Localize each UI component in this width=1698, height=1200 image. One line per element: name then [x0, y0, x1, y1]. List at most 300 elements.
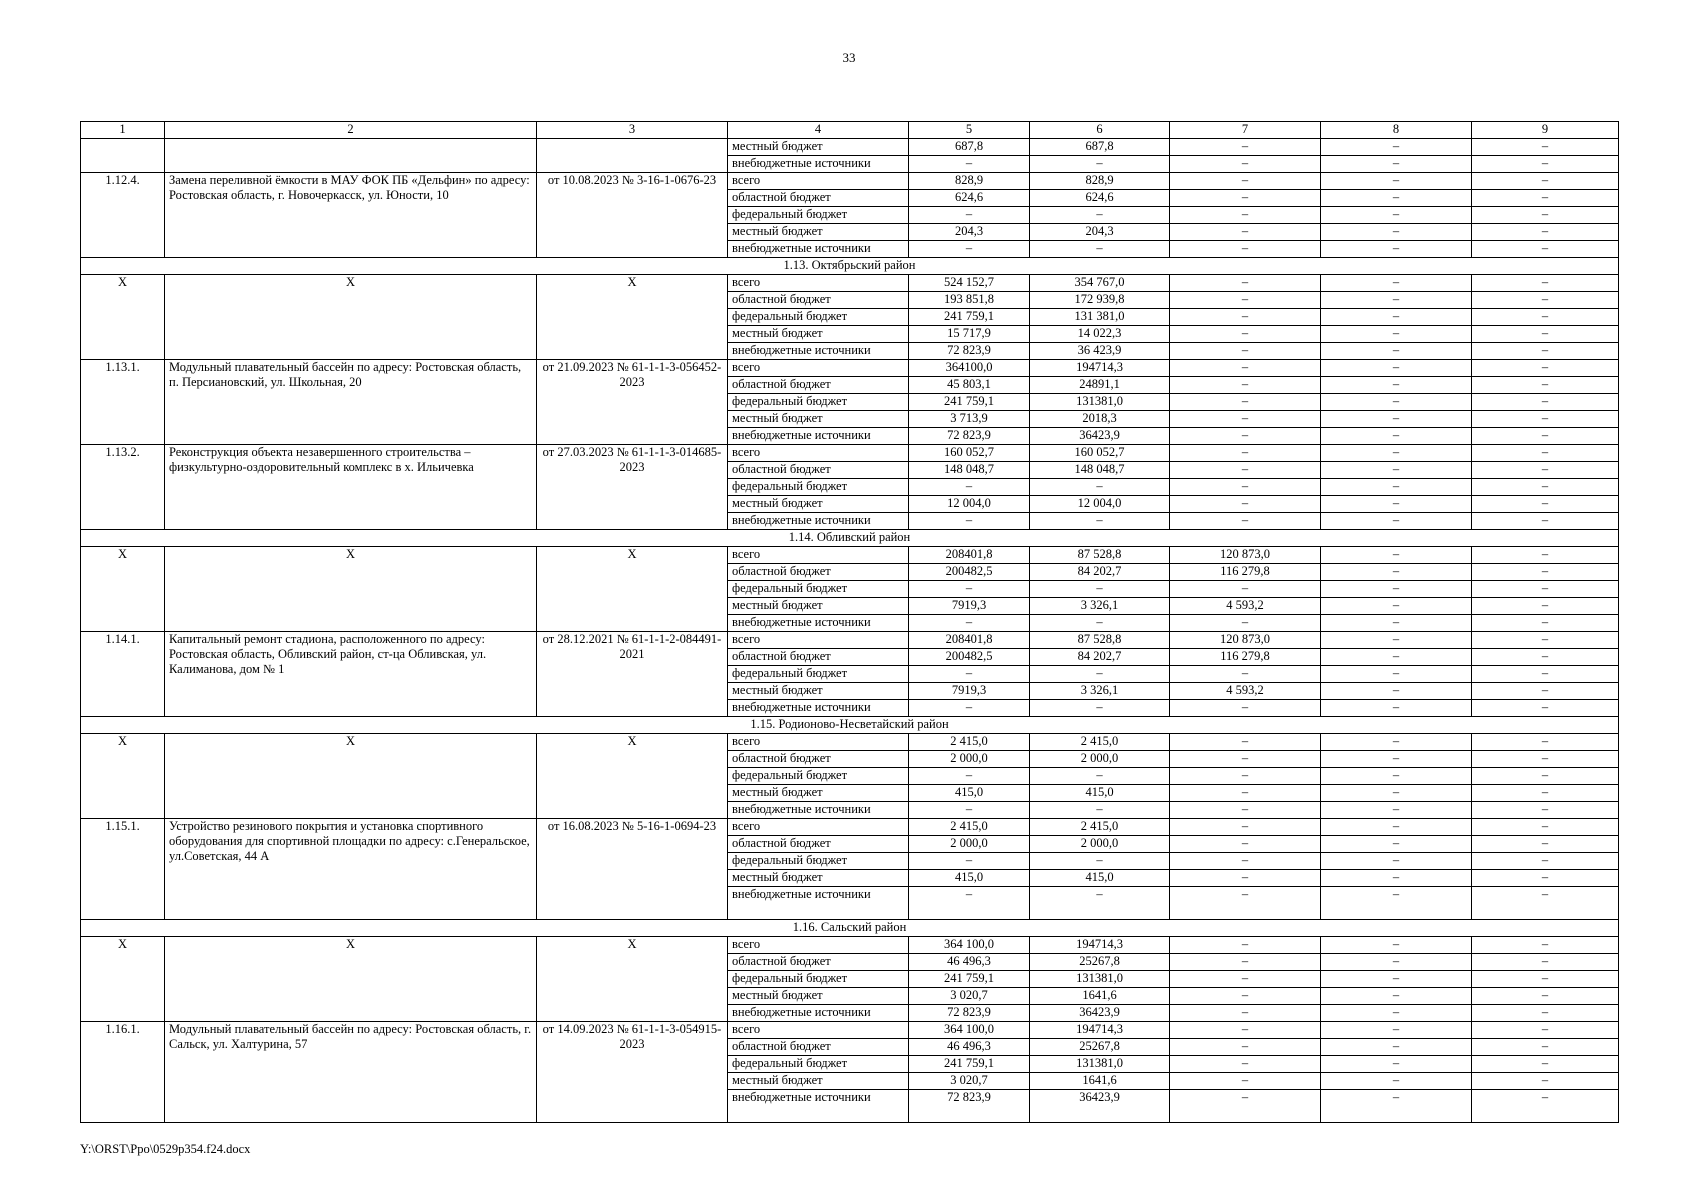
value-cell-col8: – — [1321, 207, 1472, 224]
value-cell-col6: 131381,0 — [1030, 394, 1170, 411]
value-cell-col7: – — [1170, 615, 1321, 632]
value-cell-col7: – — [1170, 173, 1321, 190]
funding-source: местный бюджет — [728, 1073, 909, 1090]
value-cell-col5: 200482,5 — [909, 564, 1030, 581]
funding-source: внебюджетные источники — [728, 513, 909, 530]
value-cell-col7: – — [1170, 156, 1321, 173]
item-name: Х — [165, 937, 537, 1022]
value-cell-col5: – — [909, 207, 1030, 224]
value-cell-col5: 241 759,1 — [909, 971, 1030, 988]
item-name: Модульный плавательный бассейн по адресу: Ростовская область, г. Сальск, ул. Халтурина, 57 — [165, 1022, 537, 1123]
value-cell-col9: – — [1472, 700, 1619, 717]
value-cell-col9: – — [1472, 224, 1619, 241]
item-number: Х — [81, 547, 165, 632]
value-cell-col9: – — [1472, 309, 1619, 326]
value-cell-col8: – — [1321, 360, 1472, 377]
value-cell-col6: 131 381,0 — [1030, 309, 1170, 326]
value-cell-col8: – — [1321, 1039, 1472, 1056]
funding-source: внебюджетные источники — [728, 156, 909, 173]
funding-source: федеральный бюджет — [728, 1056, 909, 1073]
value-cell-col5: – — [909, 581, 1030, 598]
funding-source: всего — [728, 360, 909, 377]
value-cell-col8: – — [1321, 954, 1472, 971]
funding-source: внебюджетные источники — [728, 887, 909, 920]
value-cell-col5: – — [909, 887, 1030, 920]
value-cell-col8: – — [1321, 547, 1472, 564]
col-header-8: 8 — [1321, 122, 1472, 139]
value-cell-col9: – — [1472, 394, 1619, 411]
value-cell-col8: – — [1321, 377, 1472, 394]
table-row — [81, 173, 1619, 190]
value-cell-col9: – — [1472, 1022, 1619, 1039]
value-cell-col9: – — [1472, 683, 1619, 700]
section-title: 1.15. Родионово-Несветайский район — [81, 717, 1619, 734]
value-cell-col8: – — [1321, 768, 1472, 785]
value-cell-col7: – — [1170, 411, 1321, 428]
col-header-9: 9 — [1472, 122, 1619, 139]
value-cell-col7: – — [1170, 1039, 1321, 1056]
value-cell-col5: 241 759,1 — [909, 309, 1030, 326]
item-document: от 27.03.2023 № 61-1-1-3-014685-2023 — [537, 445, 728, 530]
item-document — [537, 139, 728, 173]
item-name — [165, 139, 537, 173]
value-cell-col5: 624,6 — [909, 190, 1030, 207]
value-cell-col9: – — [1472, 887, 1619, 920]
value-cell-col5: – — [909, 700, 1030, 717]
value-cell-col7: 120 873,0 — [1170, 632, 1321, 649]
value-cell-col8: – — [1321, 462, 1472, 479]
funding-source: местный бюджет — [728, 683, 909, 700]
value-cell-col5: 72 823,9 — [909, 1005, 1030, 1022]
value-cell-col8: – — [1321, 700, 1472, 717]
value-cell-col8: – — [1321, 751, 1472, 768]
funding-source: местный бюджет — [728, 870, 909, 887]
value-cell-col5: – — [909, 513, 1030, 530]
value-cell-col6: 2 000,0 — [1030, 836, 1170, 853]
value-cell-col7: – — [1170, 700, 1321, 717]
value-cell-col6: 160 052,7 — [1030, 445, 1170, 462]
funding-source: местный бюджет — [728, 988, 909, 1005]
col-header-5: 5 — [909, 122, 1030, 139]
col-header-7: 7 — [1170, 122, 1321, 139]
funding-source: федеральный бюджет — [728, 207, 909, 224]
value-cell-col6: – — [1030, 887, 1170, 920]
value-cell-col7: – — [1170, 224, 1321, 241]
value-cell-col7: – — [1170, 971, 1321, 988]
value-cell-col6: 1641,6 — [1030, 988, 1170, 1005]
value-cell-col5: 72 823,9 — [909, 428, 1030, 445]
section-row — [81, 920, 1619, 937]
funding-source: федеральный бюджет — [728, 394, 909, 411]
value-cell-col7: – — [1170, 870, 1321, 887]
value-cell-col7: – — [1170, 1022, 1321, 1039]
value-cell-col9: – — [1472, 988, 1619, 1005]
value-cell-col9: – — [1472, 666, 1619, 683]
item-document: от 14.09.2023 № 61-1-1-3-054915-2023 — [537, 1022, 728, 1123]
value-cell-col9: – — [1472, 1056, 1619, 1073]
value-cell-col6: 3 326,1 — [1030, 598, 1170, 615]
value-cell-col7: 120 873,0 — [1170, 547, 1321, 564]
value-cell-col6: 25267,8 — [1030, 1039, 1170, 1056]
page-number: 33 — [842, 50, 856, 65]
value-cell-col7: – — [1170, 360, 1321, 377]
table-row — [81, 275, 1619, 292]
value-cell-col5: 204,3 — [909, 224, 1030, 241]
item-number: 1.14.1. — [81, 632, 165, 717]
funding-source: всего — [728, 819, 909, 836]
item-number: Х — [81, 937, 165, 1022]
item-number: 1.13.1. — [81, 360, 165, 445]
value-cell-col9: – — [1472, 547, 1619, 564]
item-name: Модульный плавательный бассейн по адресу: Ростовская область, п. Персиановский, ул. Школьная, 20 — [165, 360, 537, 445]
value-cell-col9: – — [1472, 751, 1619, 768]
value-cell-col7: – — [1170, 937, 1321, 954]
funding-source: местный бюджет — [728, 326, 909, 343]
funding-source: областной бюджет — [728, 564, 909, 581]
value-cell-col8: – — [1321, 802, 1472, 819]
value-cell-col9: – — [1472, 649, 1619, 666]
value-cell-col5: 3 713,9 — [909, 411, 1030, 428]
value-cell-col5: 2 415,0 — [909, 734, 1030, 751]
value-cell-col7: – — [1170, 785, 1321, 802]
value-cell-col6: – — [1030, 700, 1170, 717]
value-cell-col9: – — [1472, 836, 1619, 853]
item-document: Х — [537, 275, 728, 360]
value-cell-col5: – — [909, 802, 1030, 819]
col-header-2: 2 — [165, 122, 537, 139]
value-cell-col7: – — [1170, 462, 1321, 479]
value-cell-col8: – — [1321, 632, 1472, 649]
value-cell-col7: – — [1170, 819, 1321, 836]
value-cell-col6: 194714,3 — [1030, 1022, 1170, 1039]
section-title: 1.14. Обливский район — [81, 530, 1619, 547]
value-cell-col6: 2 000,0 — [1030, 751, 1170, 768]
value-cell-col9: – — [1472, 496, 1619, 513]
col-header-3: 3 — [537, 122, 728, 139]
value-cell-col8: – — [1321, 343, 1472, 360]
value-cell-col5: 241 759,1 — [909, 1056, 1030, 1073]
funding-source: внебюджетные источники — [728, 343, 909, 360]
value-cell-col7: – — [1170, 768, 1321, 785]
value-cell-col9: – — [1472, 360, 1619, 377]
value-cell-col8: – — [1321, 1005, 1472, 1022]
section-row — [81, 258, 1619, 275]
item-name: Устройство резинового покрытия и установка спортивного оборудования для спортивной площадки по адресу: с.Генеральское, ул.Советская, 44 А — [165, 819, 537, 920]
value-cell-col6: 148 048,7 — [1030, 462, 1170, 479]
value-cell-col9: – — [1472, 377, 1619, 394]
value-cell-col9: – — [1472, 785, 1619, 802]
item-document: Х — [537, 734, 728, 819]
value-cell-col6: – — [1030, 768, 1170, 785]
funding-source: местный бюджет — [728, 139, 909, 156]
funding-source: местный бюджет — [728, 224, 909, 241]
funding-source: федеральный бюджет — [728, 768, 909, 785]
value-cell-col9: – — [1472, 479, 1619, 496]
funding-source: внебюджетные источники — [728, 241, 909, 258]
item-document: от 16.08.2023 № 5-16-1-0694-23 — [537, 819, 728, 920]
funding-source: областной бюджет — [728, 292, 909, 309]
value-cell-col9: – — [1472, 173, 1619, 190]
funding-source: местный бюджет — [728, 496, 909, 513]
funding-source: всего — [728, 632, 909, 649]
section-title: 1.16. Сальский район — [81, 920, 1619, 937]
table-row — [81, 1022, 1619, 1039]
value-cell-col9: – — [1472, 156, 1619, 173]
value-cell-col9: – — [1472, 326, 1619, 343]
value-cell-col6: – — [1030, 853, 1170, 870]
value-cell-col6: 2018,3 — [1030, 411, 1170, 428]
value-cell-col7: – — [1170, 309, 1321, 326]
value-cell-col6: 687,8 — [1030, 139, 1170, 156]
funding-source: федеральный бюджет — [728, 971, 909, 988]
table-row — [81, 547, 1619, 564]
value-cell-col9: – — [1472, 190, 1619, 207]
value-cell-col9: – — [1472, 768, 1619, 785]
value-cell-col7: – — [1170, 190, 1321, 207]
value-cell-col5: – — [909, 479, 1030, 496]
value-cell-col5: 3 020,7 — [909, 988, 1030, 1005]
value-cell-col6: 194714,3 — [1030, 937, 1170, 954]
section-row — [81, 717, 1619, 734]
value-cell-col9: – — [1472, 564, 1619, 581]
value-cell-col6: – — [1030, 207, 1170, 224]
table-body — [81, 139, 1619, 1123]
value-cell-col7: – — [1170, 292, 1321, 309]
funding-source: всего — [728, 173, 909, 190]
funding-source: федеральный бюджет — [728, 479, 909, 496]
value-cell-col8: – — [1321, 411, 1472, 428]
value-cell-col6: 84 202,7 — [1030, 564, 1170, 581]
item-number: Х — [81, 734, 165, 819]
funding-source: внебюджетные источники — [728, 1090, 909, 1123]
value-cell-col6: – — [1030, 666, 1170, 683]
value-cell-col9: – — [1472, 615, 1619, 632]
value-cell-col8: – — [1321, 241, 1472, 258]
value-cell-col5: 2 000,0 — [909, 751, 1030, 768]
value-cell-col5: 2 000,0 — [909, 836, 1030, 853]
value-cell-col7: – — [1170, 139, 1321, 156]
funding-source: всего — [728, 445, 909, 462]
value-cell-col7: – — [1170, 207, 1321, 224]
value-cell-col6: 36423,9 — [1030, 1090, 1170, 1123]
item-number: 1.12.4. — [81, 173, 165, 258]
item-document: от 10.08.2023 № 3-16-1-0676-23 — [537, 173, 728, 258]
file-path-footer: Y:\ORST\Ppo\0529p354.f24.docx — [80, 1142, 251, 1156]
value-cell-col8: – — [1321, 190, 1472, 207]
value-cell-col5: 46 496,3 — [909, 1039, 1030, 1056]
funding-source: внебюджетные источники — [728, 802, 909, 819]
value-cell-col6: 3 326,1 — [1030, 683, 1170, 700]
item-document: Х — [537, 937, 728, 1022]
value-cell-col6: 14 022,3 — [1030, 326, 1170, 343]
value-cell-col5: 524 152,7 — [909, 275, 1030, 292]
value-cell-col6: 87 528,8 — [1030, 632, 1170, 649]
value-cell-col9: – — [1472, 462, 1619, 479]
value-cell-col6: 12 004,0 — [1030, 496, 1170, 513]
value-cell-col9: – — [1472, 139, 1619, 156]
value-cell-col5: 148 048,7 — [909, 462, 1030, 479]
value-cell-col6: 36423,9 — [1030, 428, 1170, 445]
value-cell-col8: – — [1321, 292, 1472, 309]
budget-table — [80, 121, 1619, 1123]
value-cell-col6: 84 202,7 — [1030, 649, 1170, 666]
item-name: Замена переливной ёмкости в МАУ ФОК ПБ «Дельфин» по адресу: Ростовская область, г. Новочеркасск, ул. Юности, 10 — [165, 173, 537, 258]
funding-source: внебюджетные источники — [728, 428, 909, 445]
value-cell-col7: – — [1170, 496, 1321, 513]
col-header-1: 1 — [81, 122, 165, 139]
value-cell-col9: – — [1472, 870, 1619, 887]
value-cell-col6: 36423,9 — [1030, 1005, 1170, 1022]
col-header-4: 4 — [728, 122, 909, 139]
value-cell-col8: – — [1321, 1022, 1472, 1039]
value-cell-col8: – — [1321, 326, 1472, 343]
value-cell-col9: – — [1472, 445, 1619, 462]
item-number — [81, 139, 165, 173]
funding-source: областной бюджет — [728, 954, 909, 971]
item-number: 1.16.1. — [81, 1022, 165, 1123]
value-cell-col9: – — [1472, 819, 1619, 836]
value-cell-col6: 172 939,8 — [1030, 292, 1170, 309]
value-cell-col7: – — [1170, 1090, 1321, 1123]
funding-source: областной бюджет — [728, 836, 909, 853]
item-name: Х — [165, 547, 537, 632]
value-cell-col5: – — [909, 853, 1030, 870]
value-cell-col5: 364100,0 — [909, 360, 1030, 377]
table-row — [81, 937, 1619, 954]
value-cell-col7: – — [1170, 988, 1321, 1005]
funding-source: федеральный бюджет — [728, 309, 909, 326]
value-cell-col8: – — [1321, 598, 1472, 615]
value-cell-col7: – — [1170, 954, 1321, 971]
funding-source: всего — [728, 734, 909, 751]
value-cell-col6: 2 415,0 — [1030, 819, 1170, 836]
table-row — [81, 734, 1619, 751]
value-cell-col6: 415,0 — [1030, 870, 1170, 887]
value-cell-col9: – — [1472, 632, 1619, 649]
value-cell-col5: 687,8 — [909, 139, 1030, 156]
value-cell-col8: – — [1321, 819, 1472, 836]
value-cell-col7: – — [1170, 666, 1321, 683]
value-cell-col7: – — [1170, 1005, 1321, 1022]
value-cell-col6: 2 415,0 — [1030, 734, 1170, 751]
funding-source: местный бюджет — [728, 785, 909, 802]
value-cell-col9: – — [1472, 1090, 1619, 1123]
funding-source: местный бюджет — [728, 598, 909, 615]
value-cell-col8: – — [1321, 139, 1472, 156]
value-cell-col8: – — [1321, 1090, 1472, 1123]
funding-source: местный бюджет — [728, 411, 909, 428]
value-cell-col8: – — [1321, 836, 1472, 853]
value-cell-col8: – — [1321, 394, 1472, 411]
value-cell-col5: 241 759,1 — [909, 394, 1030, 411]
value-cell-col5: 364 100,0 — [909, 937, 1030, 954]
value-cell-col7: – — [1170, 241, 1321, 258]
item-document: от 21.09.2023 № 61-1-1-3-056452-2023 — [537, 360, 728, 445]
funding-source: внебюджетные источники — [728, 615, 909, 632]
value-cell-col8: – — [1321, 156, 1472, 173]
value-cell-col9: – — [1472, 275, 1619, 292]
item-name: Х — [165, 275, 537, 360]
value-cell-col6: – — [1030, 513, 1170, 530]
value-cell-col7: – — [1170, 836, 1321, 853]
value-cell-col8: – — [1321, 971, 1472, 988]
value-cell-col7: – — [1170, 394, 1321, 411]
value-cell-col6: 204,3 — [1030, 224, 1170, 241]
value-cell-col9: – — [1472, 428, 1619, 445]
value-cell-col9: – — [1472, 937, 1619, 954]
value-cell-col7: – — [1170, 275, 1321, 292]
value-cell-col6: – — [1030, 615, 1170, 632]
value-cell-col7: 4 593,2 — [1170, 683, 1321, 700]
value-cell-col5: 12 004,0 — [909, 496, 1030, 513]
table-row — [81, 445, 1619, 462]
value-cell-col5: – — [909, 666, 1030, 683]
value-cell-col7: – — [1170, 326, 1321, 343]
funding-source: областной бюджет — [728, 1039, 909, 1056]
value-cell-col8: – — [1321, 581, 1472, 598]
value-cell-col7: – — [1170, 887, 1321, 920]
value-cell-col9: – — [1472, 292, 1619, 309]
value-cell-col5: 160 052,7 — [909, 445, 1030, 462]
value-cell-col5: – — [909, 156, 1030, 173]
value-cell-col6: 1641,6 — [1030, 1073, 1170, 1090]
value-cell-col8: – — [1321, 445, 1472, 462]
funding-source: всего — [728, 547, 909, 564]
value-cell-col8: – — [1321, 275, 1472, 292]
value-cell-col5: – — [909, 241, 1030, 258]
value-cell-col8: – — [1321, 988, 1472, 1005]
value-cell-col8: – — [1321, 887, 1472, 920]
funding-source: областной бюджет — [728, 377, 909, 394]
value-cell-col5: 828,9 — [909, 173, 1030, 190]
value-cell-col8: – — [1321, 666, 1472, 683]
table-row — [81, 819, 1619, 836]
col-header-6: 6 — [1030, 122, 1170, 139]
value-cell-col9: – — [1472, 241, 1619, 258]
value-cell-col5: 193 851,8 — [909, 292, 1030, 309]
funding-source: внебюджетные источники — [728, 700, 909, 717]
section-row — [81, 530, 1619, 547]
value-cell-col8: – — [1321, 683, 1472, 700]
value-cell-col6: – — [1030, 581, 1170, 598]
value-cell-col5: 72 823,9 — [909, 343, 1030, 360]
value-cell-col7: – — [1170, 343, 1321, 360]
table-row — [81, 632, 1619, 649]
value-cell-col6: 415,0 — [1030, 785, 1170, 802]
value-cell-col5: 2 415,0 — [909, 819, 1030, 836]
funding-source: всего — [728, 275, 909, 292]
value-cell-col9: – — [1472, 971, 1619, 988]
value-cell-col8: – — [1321, 564, 1472, 581]
value-cell-col7: – — [1170, 1073, 1321, 1090]
item-number: 1.13.2. — [81, 445, 165, 530]
value-cell-col9: – — [1472, 581, 1619, 598]
value-cell-col5: 364 100,0 — [909, 1022, 1030, 1039]
value-cell-col7: – — [1170, 734, 1321, 751]
value-cell-col5: 7919,3 — [909, 683, 1030, 700]
item-name: Реконструкция объекта незавершенного строительства – физкультурно-оздоровительный комплекс в х. Ильичевка — [165, 445, 537, 530]
value-cell-col9: – — [1472, 207, 1619, 224]
funding-source: всего — [728, 1022, 909, 1039]
item-document: от 28.12.2021 № 61-1-1-2-084491-2021 — [537, 632, 728, 717]
value-cell-col5: 200482,5 — [909, 649, 1030, 666]
value-cell-col7: – — [1170, 428, 1321, 445]
value-cell-col9: – — [1472, 1073, 1619, 1090]
value-cell-col9: – — [1472, 598, 1619, 615]
value-cell-col6: – — [1030, 241, 1170, 258]
value-cell-col6: 624,6 — [1030, 190, 1170, 207]
funding-source: областной бюджет — [728, 462, 909, 479]
